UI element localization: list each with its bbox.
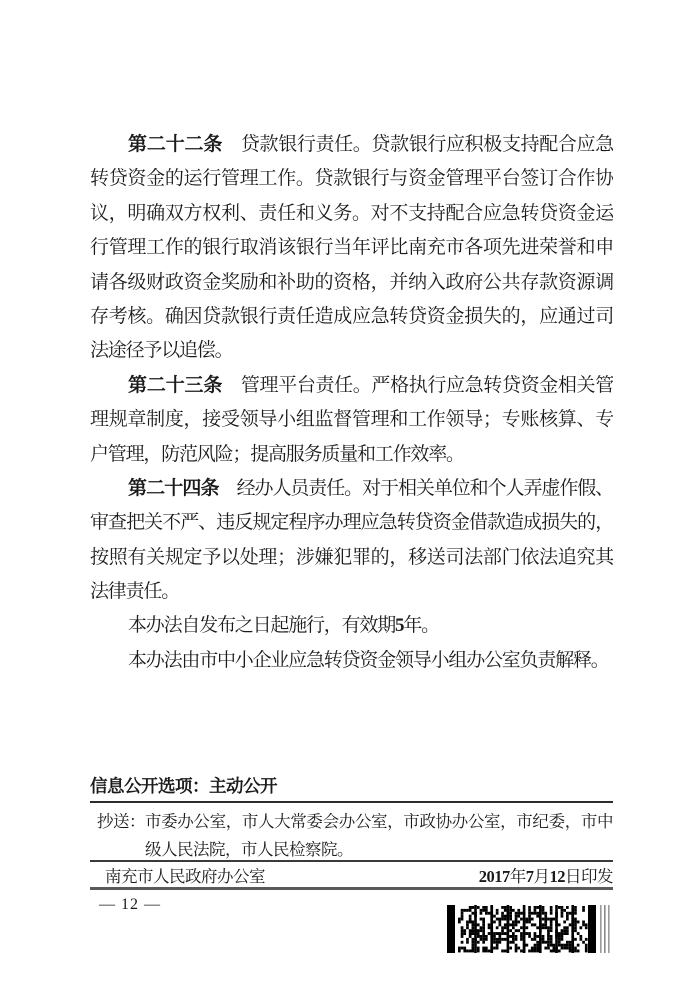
- document-barcode-icon: [447, 905, 613, 953]
- body-line: 转贷资金的运行管理工作。贷款银行与资金管理平台签订合作协: [90, 168, 613, 190]
- divider-top: [90, 801, 613, 803]
- body-line: 第二十四条 经办人员责任。对于相关单位和个人弄虚作假、: [128, 477, 613, 499]
- body-line: 请各级财政资金奖励和补助的资格，并纳入政府公共存款资源调: [90, 271, 613, 293]
- print-date: 2017年7月12日印发: [478, 867, 613, 886]
- cc-text: [145, 808, 613, 863]
- document-body: [90, 128, 613, 678]
- disclosure-line: [90, 774, 277, 798]
- body-line: 第二十二条 贷款银行责任。贷款银行应积极支持配合应急: [128, 134, 613, 155]
- body-line: 存考核。确因贷款银行责任造成应急转贷资金损失的，应通过司: [90, 305, 613, 327]
- page-number: — 12 —: [99, 896, 161, 913]
- body-line: 第二十三条 管理平台责任。严格执行应急转贷资金相关管: [128, 374, 613, 396]
- body-line: 户管理，防范风险；提高服务质量和工作效率。: [90, 443, 464, 465]
- divider-bottom: [90, 887, 613, 890]
- divider-middle: [90, 860, 613, 862]
- cc-line: 市委办公室，市人大常委会办公室，市政协办公室，市纪委，市中: [145, 812, 613, 831]
- body-line: 本办法由市中小企业应急转贷资金领导小组办公室负责解释。: [128, 649, 609, 671]
- disclosure-label: 信息公开选项：: [90, 776, 209, 796]
- cc-block: [97, 808, 613, 863]
- body-line: 本办法自发布之日起施行，有效期5年。: [128, 615, 439, 637]
- body-line: 行管理工作的银行取消该银行当年评比南充市各项先进荣誉和申: [90, 237, 613, 259]
- body-line: 议，明确双方权利、责任和义务。对不支持配合应急转贷资金运: [90, 202, 613, 224]
- cc-line: 级人民法院，市人民检察院。: [145, 839, 353, 859]
- disclosure-value: 主动公开: [209, 776, 277, 796]
- imprint-line: [105, 866, 613, 887]
- body-line: 审查把关不严、违反规定程序办理应急转贷资金借款造成损失的，: [90, 512, 613, 534]
- body-line: 法律责任。: [90, 581, 180, 603]
- body-line: 理规章制度，接受领导小组监督管理和工作领导；专账核算、专: [90, 409, 613, 431]
- body-line: 法途径予以追偿。: [90, 340, 233, 362]
- issuer-name: 南充市人民政府办公室: [105, 867, 265, 886]
- cc-label: 抄送：: [97, 812, 145, 831]
- body-line: 按照有关规定予以处理；涉嫌犯罪的，移送司法部门依法追究其: [90, 546, 613, 568]
